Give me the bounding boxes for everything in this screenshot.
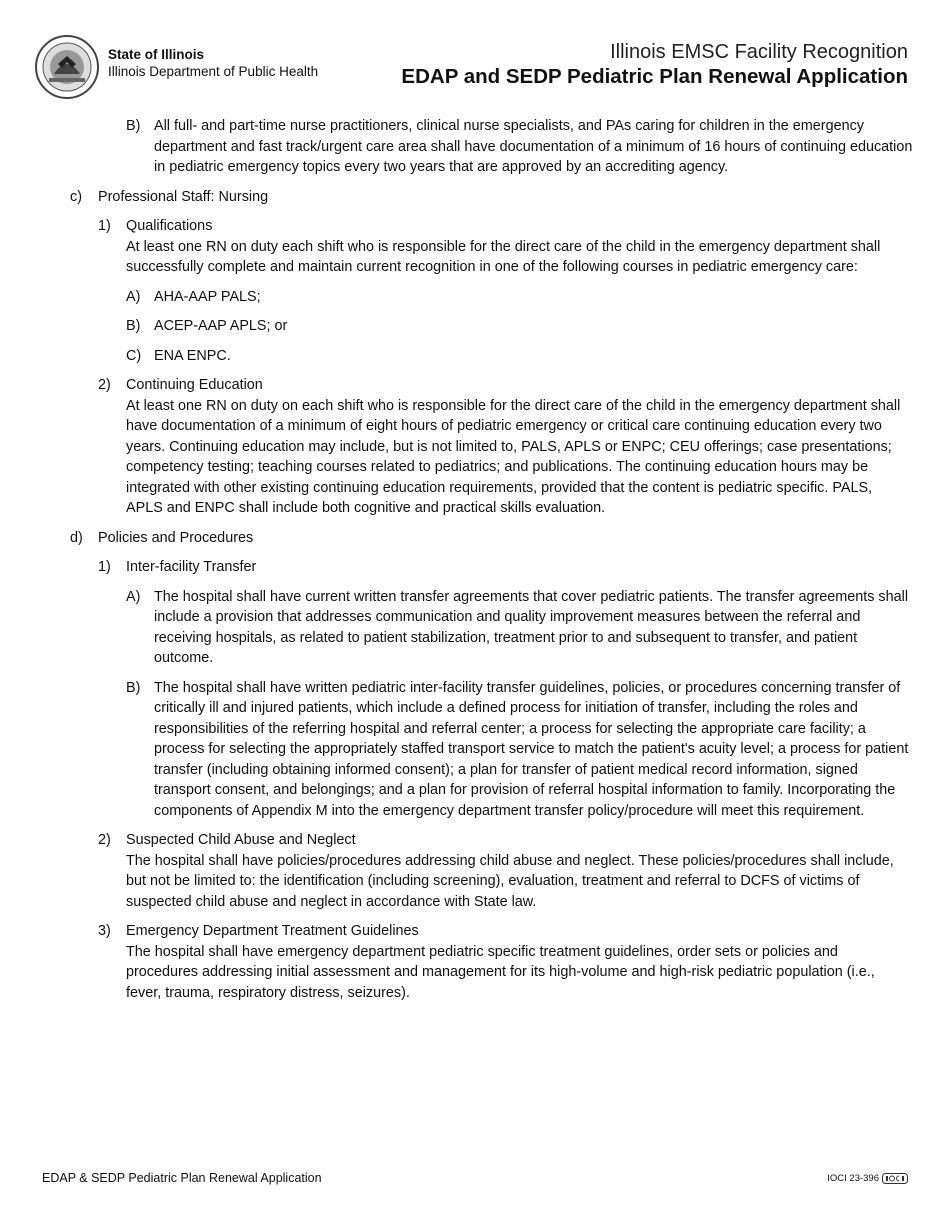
list-item: [0, 346, 950, 367]
item-text: ENA ENPC.: [154, 347, 231, 364]
item-label: C): [126, 347, 142, 364]
section-label: c): [70, 188, 82, 205]
state-name: State of Illinois: [108, 47, 205, 62]
item-label: B): [126, 318, 141, 334]
list-item: [0, 587, 950, 669]
state-seal-icon: [34, 34, 100, 100]
program-name: Illinois EMSC Facility Recognition: [610, 41, 908, 63]
subsection-text: At least one RN on duty each shift who is responsible for the direct care of the child in the emergency department shall successfully complete and maintain current recognition in one of the following courses in pediatric emergency care:: [126, 238, 881, 275]
subsection-heading: Emergency Department Treatment Guidelines: [126, 923, 419, 939]
item-label: 3): [98, 923, 111, 939]
list-item: [0, 287, 950, 308]
subsection-heading: Qualifications: [126, 218, 213, 234]
subsection-text: The hospital shall have policies/procedures addressing child abuse and neglect. These policies/procedures shall include, but not be limited to: the identification (including screening), evaluation, treatment and referral to DCFS of victims of suspected child abuse and neglect in accordance with State law.: [126, 852, 894, 910]
subsection-heading: Suspected Child Abuse and Neglect: [126, 832, 356, 848]
item-label: 2): [98, 832, 111, 848]
document-header: [401, 40, 908, 90]
item-label: A): [126, 288, 141, 305]
subsection-heading: Inter-facility Transfer: [126, 559, 257, 575]
subsection-child-abuse: [0, 830, 950, 912]
footer-title: EDAP & SEDP Pediatric Plan Renewal Application: [42, 1171, 322, 1185]
section-d: [0, 528, 950, 549]
section-label: d): [70, 529, 83, 546]
item-label: A): [126, 588, 141, 605]
item-label: B): [126, 118, 141, 134]
form-code: IOCI 23-396: [827, 1173, 879, 1184]
subsection-inter-facility-transfer: [0, 557, 950, 578]
subsection-heading: Continuing Education: [126, 377, 263, 393]
subsection-continuing-education: [0, 375, 950, 519]
section-heading: Policies and Procedures: [98, 529, 254, 546]
item-label: 1): [98, 559, 111, 575]
item-text: The hospital shall have current written transfer agreements that cover pediatric patients. The transfer agreements shall include a provision that addresses communication and quality improvement measures between the referral and receiving hospitals, as related to patient stabilization, treatment prior to and subsequent to transfer, and patient outcome.: [154, 588, 909, 666]
item-text: The hospital shall have written pediatric inter-facility transfer guidelines, policies, or procedures concerning transfer of critically ill and injured patients, which include a defined process for initiation of transfer, including the roles and responsibilities of the referring hospital and referral center; a process for selecting the appropriate care facility; a process for selecting the appropriately staffed transport service to match the patient's acuity level; a process for patient transfer (including obtaining informed consent); a plan for transfer of patient medical record information, signed transport consent, and belongings; and a plan for provision of referral hospital information to family. Incorporating the components of Appendix M into the emergency department transfer policy/procedure will meet this requirement.: [154, 679, 909, 819]
subsection-text: At least one RN on duty on each shift who is responsible for the direct care of the child in the emergency department shall have documentation of a minimum of eight hours of pediatric emergency or critical care continuing education every two years. Continuing education may include, but is not limited to, PALS, APLS or ENPC; CEU offerings; case presentations; competency testing; teaching courses related to pediatrics; and publications. The continuing education hours may be integrated with other existing continuing education requirements, provided that the content is pediatric specific. PALS, APLS and ENPC shall include both cognitive and practical skills evaluation.: [126, 397, 901, 516]
header-branding: [28, 32, 328, 102]
footer-code-block: [827, 1173, 908, 1184]
subsection-treatment-guidelines: [0, 921, 950, 1003]
list-item: [0, 678, 950, 822]
item-label: 1): [98, 218, 111, 234]
item-text: ACEP-AAP APLS; or: [154, 318, 288, 334]
ioci-logo-icon: [882, 1173, 908, 1184]
list-item: [0, 116, 950, 178]
subsection-text: The hospital shall have emergency department pediatric specific treatment guidelines, order sets or policies and procedures addressing initial assessment and management for its high-volume and high-risk pediatric population (i.e., fever, trauma, respiratory distress, seizures).: [126, 943, 875, 1001]
item-label: B): [126, 679, 141, 696]
list-item: [0, 316, 950, 337]
item-text: AHA-AAP PALS;: [154, 288, 261, 305]
section-heading: Professional Staff: Nursing: [98, 188, 269, 205]
section-c: [0, 187, 950, 208]
subsection-qualifications: [0, 216, 950, 278]
item-text: All full- and part-time nurse practitioners, clinical nurse specialists, and PAs caring for children in the emergency department and fast track/urgent care area shall have documentation of a minimum of 16 hours of continuing education in pediatric emergency topics every two years that are approved by an accrediting agency.: [154, 118, 913, 175]
department-name: Illinois Department of Public Health: [108, 64, 319, 79]
document-title: EDAP and SEDP Pediatric Plan Renewal Application: [401, 65, 908, 88]
item-label: 2): [98, 377, 111, 393]
document-body: [0, 116, 950, 1003]
